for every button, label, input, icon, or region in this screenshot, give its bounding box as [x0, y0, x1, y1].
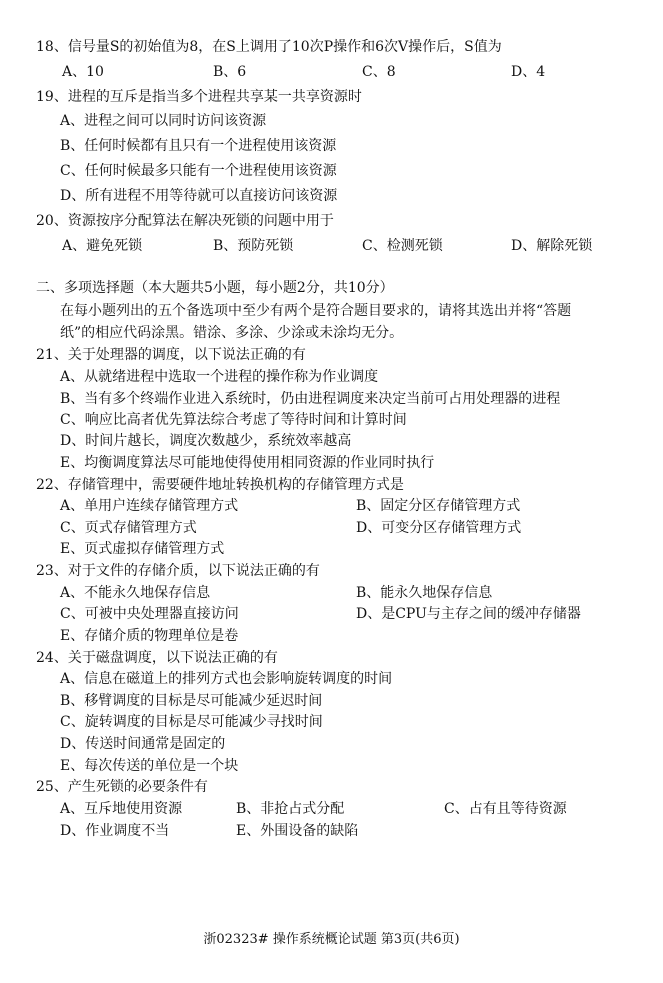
q21-option-e: E、均衡调度算法尽可能地使得使用相同资源的作业同时执行: [60, 455, 435, 471]
q18-option-d: D、4: [511, 64, 546, 80]
question-18-stem: 18、信号量S的初始值为8，在S上调用了10次P操作和6次V操作后，S值为: [36, 39, 502, 55]
q19-option-d: D、所有进程不用等待就可以直接访问该资源: [60, 188, 338, 204]
q23-option-e: E、存储介质的物理单位是卷: [60, 628, 239, 644]
q24-option-b: B、移臂调度的目标是尽可能减少延迟时间: [60, 693, 323, 709]
q25-option-d: D、作业调度不当: [60, 823, 170, 839]
question-24-stem: 24、关于磁盘调度，以下说法正确的有: [36, 650, 278, 666]
q20-option-c: C、检测死锁: [362, 238, 443, 254]
q23-option-a: A、不能永久地保存信息: [60, 585, 211, 601]
q22-option-e: E、页式虚拟存储管理方式: [60, 541, 225, 557]
question-21-stem: 21、关于处理器的调度，以下说法正确的有: [36, 347, 306, 363]
q22-option-c: C、页式存储管理方式: [60, 520, 197, 536]
section-2-title: 二、多项选择题（本大题共5小题，每小题2分，共10分）: [36, 280, 394, 296]
question-23-stem: 23、对于文件的存储介质，以下说法正确的有: [36, 563, 320, 579]
q24-option-d: D、传送时间通常是固定的: [60, 736, 226, 752]
q18-option-b: B、6: [213, 64, 247, 80]
q25-option-b: B、非抢占式分配: [236, 801, 345, 817]
q18-option-a: A、10: [62, 64, 104, 80]
q21-option-a: A、从就绪进程中选取一个进程的操作称为作业调度: [60, 369, 379, 385]
q20-option-b: B、预防死锁: [213, 238, 294, 254]
q18-option-c: C、8: [362, 64, 396, 80]
page-footer: 浙02323# 操作系统概论试题 第3页(共6页): [203, 932, 460, 947]
question-20-stem: 20、资源按序分配算法在解决死锁的问题中用于: [36, 213, 334, 229]
q23-option-d: D、是CPU与主存之间的缓冲存储器: [356, 606, 581, 622]
q24-option-a: A、信息在磁道上的排列方式也会影响旋转调度的时间: [60, 671, 393, 687]
question-22-stem: 22、存储管理中，需要硬件地址转换机构的存储管理方式是: [36, 477, 404, 493]
q22-option-b: B、固定分区存储管理方式: [356, 498, 521, 514]
q24-option-c: C、旋转调度的目标是尽可能减少寻找时间: [60, 714, 323, 730]
q20-option-d: D、解除死锁: [511, 238, 593, 254]
q22-option-a: A、单用户连续存储管理方式: [60, 498, 239, 514]
q23-option-b: B、能永久地保存信息: [356, 585, 493, 601]
q24-option-e: E、每次传送的单位是一个块: [60, 758, 239, 774]
q19-option-c: C、任何时候最多只能有一个进程使用该资源: [60, 163, 337, 179]
q25-option-a: A、互斥地使用资源: [60, 801, 183, 817]
question-19-stem: 19、进程的互斥是指当多个进程共享某一共享资源时: [36, 89, 362, 105]
section-2-instruction-line-2: 纸”的相应代码涂黑。错涂、多涂、少涂或未涂均无分。: [60, 325, 404, 341]
q21-option-d: D、时间片越长，调度次数越少，系统效率越高: [60, 433, 352, 449]
q19-option-a: A、进程之间可以同时访问该资源: [60, 113, 267, 129]
q21-option-b: B、当有多个终端作业进入系统时，仍由进程调度来决定当前可占用处理器的进程: [60, 391, 561, 407]
q25-option-e: E、外围设备的缺陷: [236, 823, 359, 839]
q19-option-b: B、任何时候都有且只有一个进程使用该资源: [60, 138, 337, 154]
q22-option-d: D、可变分区存储管理方式: [356, 520, 522, 536]
q21-option-c: C、响应比高者优先算法综合考虑了等待时间和计算时间: [60, 412, 407, 428]
q20-option-a: A、避免死锁: [62, 238, 143, 254]
question-25-stem: 25、产生死锁的必要条件有: [36, 779, 208, 795]
q25-option-c: C、占有且等待资源: [444, 801, 567, 817]
section-2-instruction-line-1: 在每小题列出的五个备选项中至少有两个是符合题目要求的，请将其选出并将“答题: [60, 303, 572, 319]
q23-option-c: C、可被中央处理器直接访问: [60, 606, 239, 622]
